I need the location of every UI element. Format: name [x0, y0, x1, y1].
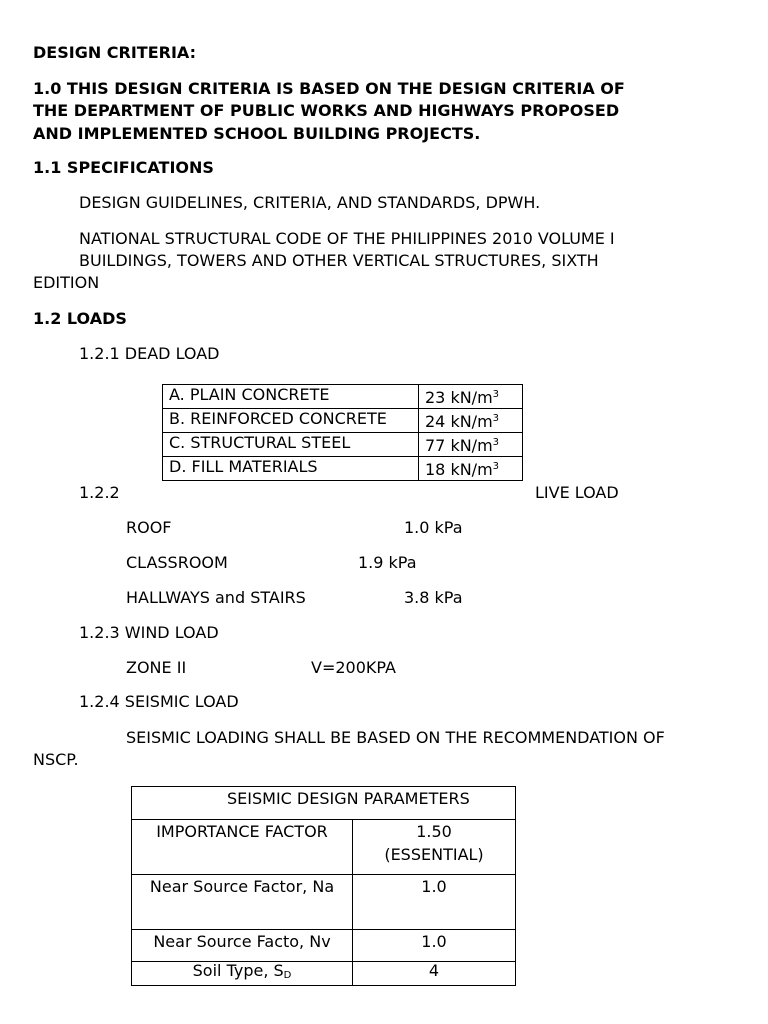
p10-line2: THE DEPARTMENT OF PUBLIC WORKS AND HIGHWAYS PROPOSED — [33, 101, 620, 120]
seismic-load-title: 1.2.4 SEISMIC LOAD — [79, 692, 239, 711]
dead-load-value: 18 $kN/m^3$ — [419, 457, 523, 481]
s11-item2-line1: NATIONAL STRUCTURAL CODE OF THE PHILIPPINES 2010 VOLUME I — [79, 229, 615, 248]
seismic-param-name: Near Source Factor, Na — [132, 875, 353, 930]
dead-load-name: B. REINFORCED CONCRETE — [163, 409, 419, 433]
seismic-table-header: SEISMIC DESIGN PARAMETERS — [132, 787, 516, 820]
dead-load-value: 77 $kN/m^3$ — [419, 433, 523, 457]
live-load-title: LIVE LOAD — [535, 483, 619, 502]
dead-load-value: 23 $kN/m^3$ — [419, 385, 523, 409]
seismic-param-value: 1.50 (ESSENTIAL) — [353, 820, 516, 875]
wind-zone: ZONE II — [126, 658, 187, 677]
seismic-param-name: Near Source Facto, Nv — [132, 930, 353, 962]
s12-title: 1.2 LOADS — [33, 309, 127, 328]
table-row — [163, 457, 523, 481]
seismic-design-table — [131, 786, 516, 986]
p10-line3: AND IMPLEMENTED SCHOOL BUILDING PROJECTS. — [33, 124, 481, 143]
live-load-value: 1.9 kPa — [358, 553, 417, 572]
s11-item2-line3: EDITION — [33, 273, 100, 292]
seismic-text-line1: SEISMIC LOADING SHALL BE BASED ON THE RECOMMENDATION OF — [126, 728, 665, 747]
live-load-name: CLASSROOM — [126, 553, 228, 572]
dead-load-table — [162, 384, 523, 481]
seismic-text-line2: NSCP. — [33, 750, 79, 769]
live-load-value: 1.0 kPa — [404, 518, 463, 537]
table-row — [163, 385, 523, 409]
seismic-param-value: 4 — [353, 962, 516, 986]
wind-value: V=200KPA — [311, 658, 396, 677]
s11-item1: DESIGN GUIDELINES, CRITERIA, AND STANDARDS, DPWH. — [79, 193, 541, 212]
live-load-value: 3.8 kPa — [404, 588, 463, 607]
table-row — [132, 787, 516, 820]
wind-load-title: 1.2.3 WIND LOAD — [79, 623, 219, 642]
seismic-param-name: Soil Type, $S_D$ — [132, 962, 353, 986]
table-row — [132, 820, 516, 875]
seismic-param-value: 1.0 — [353, 930, 516, 962]
dead-load-name: C. STRUCTURAL STEEL — [163, 433, 419, 457]
table-row — [132, 930, 516, 962]
table-row — [163, 409, 523, 433]
table-row — [132, 962, 516, 986]
p10-line1: 1.0 THIS DESIGN CRITERIA IS BASED ON THE DESIGN CRITERIA OF — [33, 79, 625, 98]
s11-item2-line2: BUILDINGS, TOWERS AND OTHER VERTICAL STRUCTURES, SIXTH — [79, 251, 599, 270]
table-row — [163, 433, 523, 457]
dead-load-value: 24 $kN/m^3$ — [419, 409, 523, 433]
live-load-number: 1.2.2 — [79, 483, 120, 502]
seismic-param-name: IMPORTANCE FACTOR — [132, 820, 353, 875]
seismic-param-value: 1.0 — [353, 875, 516, 930]
s11-title: 1.1 SPECIFICATIONS — [33, 158, 214, 177]
dead-load-name: A. PLAIN CONCRETE — [163, 385, 419, 409]
live-load-name: HALLWAYS and STAIRS — [126, 588, 306, 607]
table-row — [132, 875, 516, 930]
dead-load-title: 1.2.1 DEAD LOAD — [79, 344, 220, 363]
dead-load-name: D. FILL MATERIALS — [163, 457, 419, 481]
live-load-name: ROOF — [126, 518, 172, 537]
doc-heading: DESIGN CRITERIA: — [33, 43, 196, 62]
